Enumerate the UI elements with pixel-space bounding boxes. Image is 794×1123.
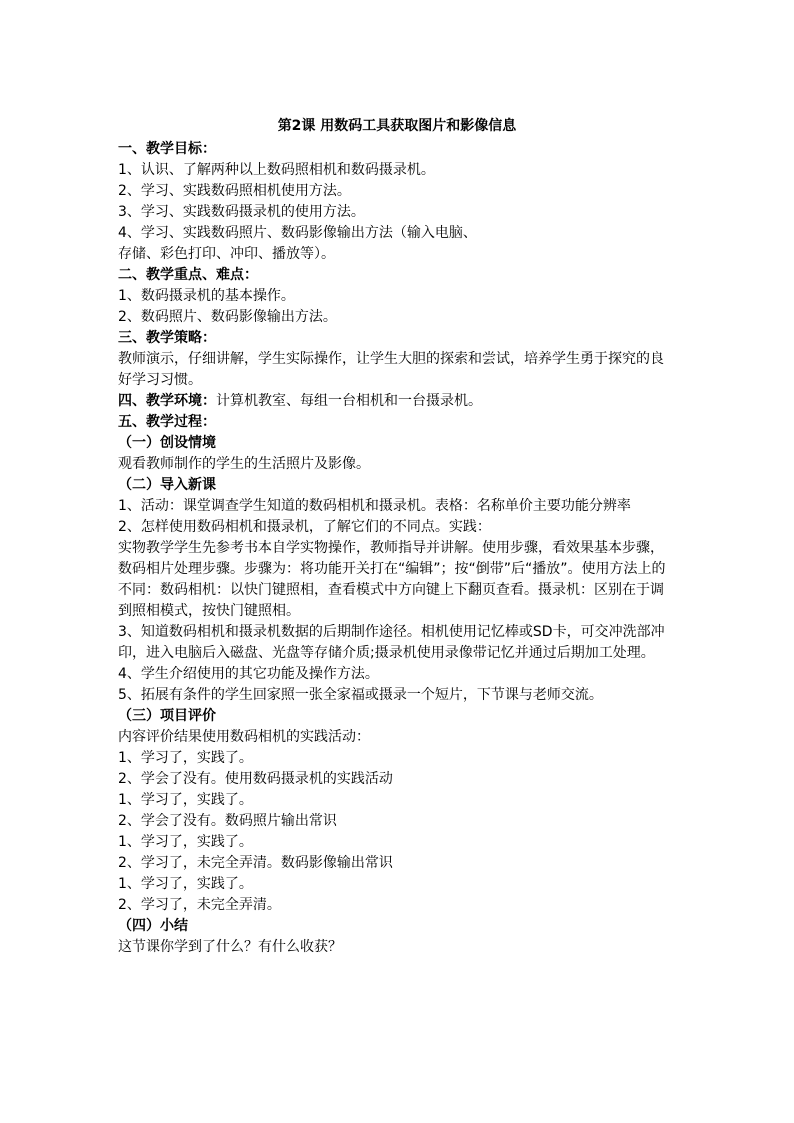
document-title: 第2课 用数码工具获取图片和影像信息 bbox=[277, 118, 517, 134]
evaluation-line: 2、学习了，未完全弄清。数码影像输出常识 bbox=[118, 855, 393, 871]
process-part2-paragraph: 实物教学学生先参考书本自学实物操作，教师指导并讲解。使用步骤，看效果基本步骤，数码相片处理步骤。步骤为：将功能开关打在“编辑”；按“倒带”后“播放”。使用方法上的不同：数码相机：以快门键照相，查看模式中方向键上下翻页查看。摄录机：区别在于调到照相模式，按快门键照相。 bbox=[118, 540, 666, 619]
process-part2-paragraph: 2、怎样使用数码相机和摄录机，了解它们的不同点。实践： bbox=[118, 519, 491, 535]
evaluation-line: 内容评价结果使用数码相机的实践活动： bbox=[118, 729, 370, 745]
evaluation-line: 2、学会了没有。数码照片输出常识 bbox=[118, 813, 337, 829]
strategy-text: 教师演示，仔细讲解，学生实际操作，让学生大胆的探索和尝试，培养学生勇于探究的良好学习习惯。 bbox=[118, 351, 664, 388]
process-part2-paragraph: 5、拓展有条件的学生回家照一张全家福或摄录一个短片，下节课与老师交流。 bbox=[118, 687, 603, 703]
section-heading-environment: 四、教学环境： bbox=[118, 393, 216, 409]
goal-item: 2、学习、实践数码照相机使用方法。 bbox=[118, 183, 351, 199]
process-part1-text: 观看教师制作的学生的生活照片及影像。 bbox=[118, 456, 370, 472]
keypoint-item: 2、数码照片、数码影像输出方法。 bbox=[118, 309, 337, 325]
section-heading-goals: 一、教学目标： bbox=[118, 141, 216, 157]
process-part2-paragraph: 4、学生介绍使用的其它功能及操作方法。 bbox=[118, 666, 379, 682]
process-part3-heading: （三）项目评价 bbox=[118, 708, 216, 724]
goal-item: 4、学习、实践数码照片、数码影像输出方法（输入电脑、 bbox=[118, 225, 477, 241]
summary-text: 这节课你学到了什么？有什么收获？ bbox=[118, 939, 342, 955]
evaluation-line: 1、学习了，实践了。 bbox=[118, 792, 253, 808]
section-heading-process: 五、教学过程： bbox=[118, 414, 216, 430]
section-heading-keypoints: 二、教学重点、难点： bbox=[118, 267, 258, 283]
keypoint-item: 1、数码摄录机的基本操作。 bbox=[118, 288, 295, 304]
section-heading-strategy: 三、教学策略： bbox=[118, 330, 216, 346]
document-body bbox=[118, 116, 676, 958]
process-part1-heading: （一）创设情境 bbox=[118, 435, 216, 451]
evaluation-line: 2、学会了没有。使用数码摄录机的实践活动 bbox=[118, 771, 393, 787]
process-part2-paragraph: 1、活动：课堂调查学生知道的数码相机和摄录机。表格：名称单价主要功能分辨率 bbox=[118, 498, 631, 514]
evaluation-line: 2、学习了，未完全弄清。 bbox=[118, 897, 281, 913]
process-part4-heading: （四）小结 bbox=[118, 918, 188, 934]
evaluation-line: 1、学习了，实践了。 bbox=[118, 750, 253, 766]
environment-text: 计算机教室、每组一台相机和一台摄录机。 bbox=[216, 393, 482, 409]
evaluation-line: 1、学习了，实践了。 bbox=[118, 876, 253, 892]
goal-item: 3、学习、实践数码摄录机的使用方法。 bbox=[118, 204, 365, 220]
process-part2-paragraph: 3、知道数码相机和摄录机数据的后期制作途径。相机使用记忆棒或SD卡，可交冲洗部冲印，进入电脑后入磁盘、光盘等存储介质;摄录机使用录像带记忆并通过后期加工处理。 bbox=[118, 624, 665, 661]
goal-item: 1、认识、了解两种以上数码照相机和数码摄录机。 bbox=[118, 162, 435, 178]
goal-item: 存储、彩色打印、冲印、播放等）。 bbox=[118, 246, 335, 262]
process-part2-heading: （二）导入新课 bbox=[118, 477, 216, 493]
environment-line bbox=[118, 391, 676, 412]
evaluation-line: 1、学习了，实践了。 bbox=[118, 834, 253, 850]
